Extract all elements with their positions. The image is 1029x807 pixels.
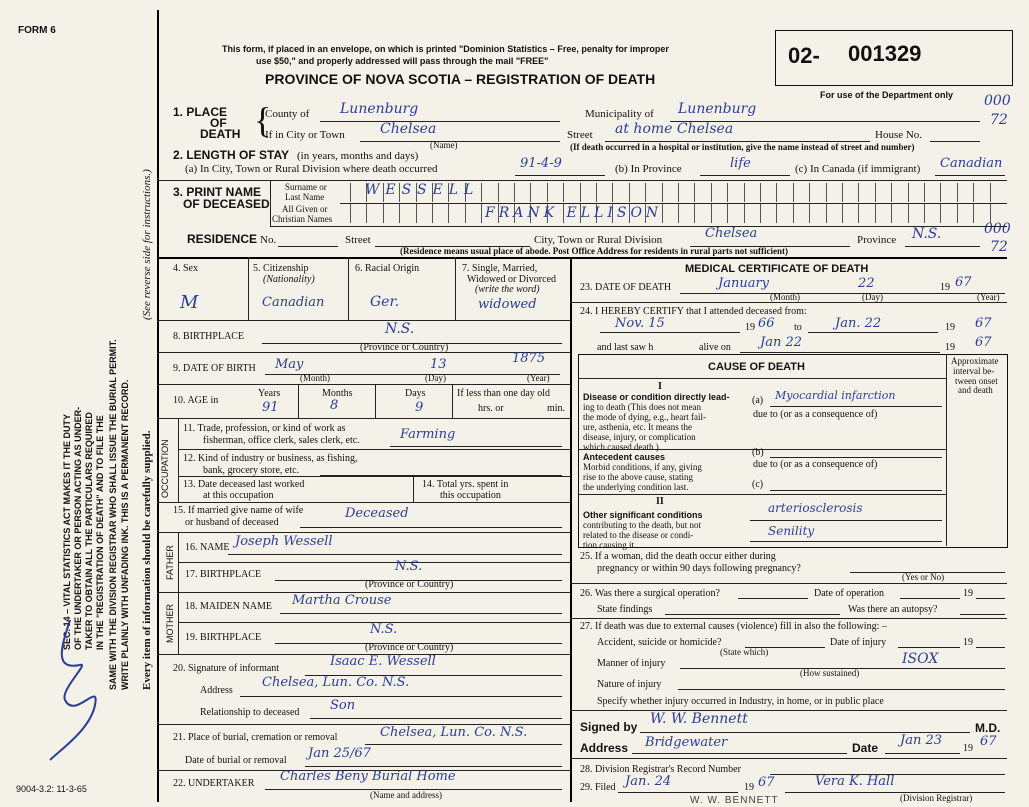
name-grid-cell: [744, 204, 761, 223]
name-grid-cell: [514, 183, 531, 202]
filed-value: Jan. 24: [625, 774, 672, 789]
given-value: FRANK ELLISON: [485, 205, 663, 221]
name-grid-cell: [776, 183, 793, 202]
registrar-record-label: 28. Division Registrar's Record Number: [580, 764, 741, 775]
undertaker-value: Charles Beny Burial Home: [280, 769, 456, 784]
undertaker-caption: (Name and address): [370, 790, 442, 800]
name-grid-cell: [596, 183, 613, 202]
date-of-death-label: 23. DATE OF DEATH: [580, 282, 672, 293]
given-label: Christian Names: [272, 214, 333, 224]
other-conditions-label: tion causing it.: [583, 540, 637, 550]
informant-address-label: Address: [200, 685, 233, 696]
mail-notice-1: This form, if placed in an envelope, on which is printed "Dominion Statistics – Free, penalty for improper: [222, 44, 669, 54]
name-grid-cell: [744, 183, 761, 202]
name-grid-cell: [793, 183, 810, 202]
name-grid-cell: [891, 183, 908, 202]
residence-note: (Residence means usual place of abode. Post Office Address for residents in rural parts not sufficient): [400, 246, 788, 256]
father-name-value: Joseph Wessell: [235, 534, 333, 549]
burial-place-value: Chelsea, Lun. Co. N.S.: [380, 725, 528, 740]
q13-label: at this occupation: [203, 490, 274, 501]
name-grid-cell: [858, 183, 875, 202]
city-label: If in City or Town: [265, 129, 345, 141]
name-grid-cell: [432, 204, 449, 223]
racial-origin-value: Ger.: [370, 294, 400, 310]
name-grid-cell: [530, 183, 547, 202]
q25-label: 25. If a woman, did the death occur either during: [580, 551, 776, 562]
stay-city-value: 91-4-9: [520, 156, 562, 171]
name-grid-cell: [711, 183, 728, 202]
place-label: OF: [210, 116, 227, 130]
name-grid-cell: [924, 183, 941, 202]
relationship-value: Son: [330, 698, 356, 713]
days-label: Days: [405, 388, 426, 399]
citizenship-value: Canadian: [262, 295, 325, 310]
name-grid-cell: [760, 204, 777, 223]
date-19: 19: [963, 743, 973, 754]
year-caption: (Year): [977, 292, 1000, 302]
dob-month: May: [275, 357, 304, 372]
house-label: House No.: [875, 129, 923, 141]
mother-maiden-label: 18. MAIDEN NAME: [185, 601, 272, 612]
mail-notice-2: use $50," and properly addressed will pass through the mail "FREE": [256, 56, 549, 66]
state-findings-label: State findings: [597, 604, 653, 615]
sex-label: 4. Sex: [173, 263, 198, 274]
q13-label: 13. Date deceased last worked: [183, 479, 305, 490]
residence-city-value: Chelsea: [705, 226, 758, 241]
q25-label: pregnancy or within 90 days following pregnancy?: [597, 563, 801, 574]
stay-canada-label: (c) In Canada (if immigrant): [795, 163, 921, 175]
operation-19: 19: [963, 588, 973, 599]
address-label: Address: [580, 741, 629, 755]
province-country-caption: (Province or Country): [365, 579, 454, 590]
residence-province-label: Province: [857, 234, 897, 246]
certify-label: 24. I HEREBY CERTIFY that I attended deceased from:: [580, 306, 807, 317]
name-grid-cell: [694, 204, 711, 223]
part-two-label: II: [656, 496, 664, 507]
name-grid-cell: [399, 204, 416, 223]
date-label: Date: [852, 741, 879, 755]
other-condition-value: arteriosclerosis: [768, 501, 863, 515]
cause-b-label: (b): [752, 447, 764, 458]
to-label: to: [794, 322, 802, 333]
autopsy-label: Was there an autopsy?: [848, 604, 938, 615]
city-value: Chelsea: [380, 121, 437, 137]
filed-label: 29. Filed: [580, 782, 616, 793]
side-instruction-5: SAME WITH THE DIVISION REGISTRAR WHO SHALL ISSUE THE BURIAL PERMIT.: [108, 339, 118, 690]
divider: [157, 180, 1007, 181]
undertaker-label: 22. UNDERTAKER: [173, 778, 255, 789]
medical-heading: MEDICAL CERTIFICATE OF DEATH: [685, 263, 869, 275]
marital-label: 7. Single, Married,: [462, 263, 538, 274]
month-caption: (Month): [300, 373, 330, 383]
name-grid-cell: [678, 183, 695, 202]
name-grid-cell: [416, 204, 433, 223]
death-year: 67: [955, 275, 972, 290]
name-grid-cell: [645, 183, 662, 202]
part-one-label: I: [658, 381, 662, 392]
alive-on-value: Jan 22: [760, 335, 803, 350]
birthplace-label: 8. BIRTHPLACE: [173, 331, 245, 342]
column-divider: [570, 257, 572, 802]
name-grid-cell: [662, 204, 679, 223]
date-year: 67: [980, 734, 997, 749]
municipality-label: Municipality of: [585, 108, 654, 120]
residence-province-value: N.S.: [912, 226, 942, 242]
signed-by-label: Signed by: [580, 720, 638, 734]
name-grid-cell: [940, 204, 957, 223]
days-value: 9: [415, 400, 424, 415]
place-label: DEATH: [200, 127, 241, 141]
name-grid-cell: [711, 204, 728, 223]
attended-from-year: 66: [758, 316, 775, 331]
surname-value: WESSELL: [365, 182, 480, 198]
print-name-label: 3. PRINT NAME: [173, 185, 262, 199]
name-grid-cell: [727, 183, 744, 202]
burial-date-label: Date of burial or removal: [185, 755, 287, 766]
name-grid-cell: [908, 183, 925, 202]
name-grid-cell: [809, 204, 826, 223]
registration-prefix: 02-: [788, 43, 820, 68]
province-country-caption: (Province or Country): [365, 642, 454, 653]
name-grid-cell: [612, 183, 629, 202]
racial-origin-label: 6. Racial Origin: [355, 263, 420, 274]
name-grid-cell: [678, 204, 695, 223]
sex-value: M: [180, 292, 199, 313]
interval-label: tween onset: [955, 376, 998, 386]
marital-value: widowed: [478, 297, 537, 312]
due-to-label: due to (or as a consequence of): [753, 409, 878, 420]
day-caption: (Day): [425, 373, 446, 383]
injury-date-label: Date of injury: [830, 637, 887, 648]
burial-date-value: Jan 25/67: [308, 746, 371, 761]
death-month: January: [718, 276, 770, 291]
name-grid-cell: [727, 204, 744, 223]
q11-label: 11. Trade, profession, or kind of work as: [183, 423, 346, 434]
county-label: County of: [265, 108, 310, 120]
attended-from: Nov. 15: [615, 316, 665, 331]
address-value: Bridgewater: [645, 735, 728, 750]
department-code: 72: [990, 112, 1008, 128]
age-label: 10. AGE in: [173, 395, 219, 406]
side-instruction-1: SEC. 14 – VITAL STATISTICS ACT MAKES IT THE DUTY: [62, 413, 72, 650]
less-than-day-label: If less than one day old: [457, 388, 551, 399]
nature-label: Nature of injury: [597, 679, 662, 690]
direct-cause-label: the mode of dying, e.g., heart fail-: [583, 412, 706, 422]
form-title: PROVINCE OF NOVA SCOTIA – REGISTRATION OF DEATH: [265, 71, 656, 87]
signed-by-value: W. W. Bennett: [650, 711, 748, 727]
name-grid-cell: [891, 204, 908, 223]
citizenship-label: 5. Citizenship: [253, 263, 309, 274]
given-label: All Given or: [282, 204, 328, 214]
date-value: Jan 23: [900, 733, 943, 748]
name-grid-cell: [563, 183, 580, 202]
alive-19: 19: [945, 342, 955, 353]
dob-year: 1875: [512, 351, 546, 366]
q27-label: 27. If death was due to external causes (violence) fill in also the following: –: [580, 621, 887, 632]
operation-date-label: Date of operation: [814, 588, 884, 599]
form-label: FORM 6: [18, 25, 56, 36]
name-grid-cell: [940, 183, 957, 202]
how-sustained-caption: (How sustained): [800, 668, 860, 678]
municipality-value: Lunenburg: [678, 101, 757, 117]
birthplace-value: N.S.: [385, 321, 415, 337]
years-label: Years: [258, 388, 281, 399]
street-label: Street: [567, 129, 593, 141]
direct-cause-label: Disease or condition directly lead-: [583, 392, 730, 402]
name-grid-cell: [990, 183, 1007, 202]
cause-heading: CAUSE OF DEATH: [708, 361, 805, 373]
name-grid-cell: [842, 204, 859, 223]
months-value: 8: [330, 398, 339, 413]
q14-label: 14. Total yrs. spent in: [422, 479, 509, 490]
registrar-signature: Vera K. Hall: [815, 774, 895, 789]
q15-value: Deceased: [345, 506, 409, 521]
surname-label: Last Name: [285, 192, 325, 202]
father-birthplace-label: 17. BIRTHPLACE: [185, 569, 262, 580]
q11-value: Farming: [400, 427, 456, 442]
name-grid-cell: [957, 204, 974, 223]
physician-stamp: W. W. BENNETT: [690, 795, 779, 806]
hospital-note: (If death occurred in a hospital or institution, give the name instead of street and number): [570, 142, 915, 152]
q11-label: fisherman, office clerk, sales clerk, etc.: [203, 435, 360, 446]
attended-to: Jan. 22: [835, 316, 882, 331]
side-instruction-6: WRITE PLAINLY WITH UNFADING INK. THIS IS A PERMANENT RECORD.: [120, 379, 130, 690]
informant-value: Isaac E. Wessell: [330, 654, 436, 669]
antecedent-label: rise to the above cause, stating: [583, 472, 693, 482]
relationship-label: Relationship to deceased: [200, 707, 300, 718]
department-code: 000: [984, 93, 1011, 109]
dob-label: 9. DATE OF BIRTH: [173, 363, 256, 374]
father-name-label: 16. NAME: [185, 542, 230, 553]
q12-label: bank, grocery store, etc.: [203, 465, 300, 476]
province-country-caption: (Province or Country): [360, 342, 449, 353]
name-caption: (Name): [430, 140, 458, 150]
cause-a-value: Myocardial infarction: [775, 389, 896, 402]
other-conditions-label: contributing to the death, but not: [583, 520, 701, 530]
name-grid-cell: [875, 183, 892, 202]
due-to-label: due to (or as a consequence of): [753, 459, 878, 470]
name-grid-cell: [366, 204, 383, 223]
months-label: Months: [322, 388, 353, 399]
marital-label: (write the word): [475, 284, 540, 295]
q15-label: or husband of deceased: [185, 517, 279, 528]
year-caption: (Year): [527, 373, 550, 383]
injury-19: 19: [963, 637, 973, 648]
q26-label: 26. Was there a surgical operation?: [580, 588, 720, 599]
specify-label: Specify whether injury occurred in Industry, in home, or in public place: [597, 696, 884, 707]
surname-label: Surname or: [285, 182, 327, 192]
minutes-label: min.: [547, 403, 566, 414]
cause-c-label: (c): [752, 479, 764, 490]
father-side-label: FATHER: [165, 545, 175, 580]
state-which-caption: (State which): [720, 647, 769, 657]
name-grid-cell: [465, 204, 482, 223]
q14-label: this occupation: [440, 490, 501, 501]
street-value: at home Chelsea: [615, 121, 734, 137]
manner-label: Manner of injury: [597, 658, 666, 669]
interval-label: Approximate: [951, 356, 999, 366]
mother-birthplace-label: 19. BIRTHPLACE: [185, 632, 262, 643]
name-grid-cell: [694, 183, 711, 202]
place-label: 1. PLACE: [173, 105, 228, 119]
name-grid-cell: [908, 204, 925, 223]
stay-canada-value: Canadian: [940, 156, 1003, 171]
month-caption: (Month): [770, 292, 800, 302]
hours-label: hrs. or: [478, 403, 504, 414]
side-instruction-4: IN THE "REGISTRATION OF DEATH" AND TO FILE THE: [95, 415, 105, 650]
name-grid-cell: [858, 204, 875, 223]
department-code: 72: [990, 239, 1008, 255]
side-instruction-3: TAKER TO OBTAIN ALL THE PARTICULARS REQUIRED: [84, 412, 94, 650]
other-conditions-label: Other significant conditions: [583, 510, 703, 520]
residence-city-label: City, Town or Rural Division: [534, 234, 663, 246]
name-grid-cell: [826, 183, 843, 202]
name-grid-cell: [350, 204, 367, 223]
direct-cause-label: ing to death (This does not mean: [583, 402, 701, 412]
father-birthplace-value: N.S.: [395, 559, 423, 574]
name-grid-cell: [776, 204, 793, 223]
alive-on-label: alive on: [699, 342, 731, 353]
yes-no-caption: (Yes or No): [902, 572, 945, 582]
last-saw-label: and last saw h: [597, 342, 654, 353]
informant-label: 20. Signature of informant: [173, 663, 280, 674]
name-grid-cell: [547, 183, 564, 202]
name-grid-cell: [383, 204, 400, 223]
antecedent-label: Antecedent causes: [583, 452, 666, 462]
years-value: 91: [262, 400, 279, 415]
registration-number-box: [775, 30, 1013, 86]
marital-label: Widowed or Divorced: [467, 274, 557, 285]
informant-address-value: Chelsea, Lun. Co. N.S.: [262, 675, 410, 690]
name-grid-cell: [842, 183, 859, 202]
divider: [157, 257, 1007, 259]
attended-to-year: 67: [975, 316, 992, 331]
md-label: M.D.: [975, 721, 1001, 735]
side-instruction-7: (See reverse side for instructions.): [141, 169, 153, 320]
name-grid-cell: [957, 183, 974, 202]
name-grid-cell: [448, 204, 465, 223]
attended-19: 19: [945, 322, 955, 333]
interval-label: interval be-: [953, 366, 995, 376]
length-of-stay-label: 2. LENGTH OF STAY: [173, 148, 290, 162]
length-of-stay-note: (in years, months and days): [297, 150, 419, 162]
other-condition-value: Senility: [768, 524, 815, 538]
name-grid-cell: [662, 183, 679, 202]
registration-number: 001329: [848, 41, 922, 66]
print-name-label: OF DECEASED: [183, 197, 270, 211]
name-grid-cell: [826, 204, 843, 223]
name-grid-cell: [481, 183, 498, 202]
name-grid-cell: [924, 204, 941, 223]
antecedent-label: Morbid conditions, if any, giving: [583, 462, 702, 472]
filed-19: 19: [744, 782, 754, 793]
name-grid-cell: [580, 183, 597, 202]
dob-day: 13: [430, 357, 447, 372]
residence-label: RESIDENCE: [187, 232, 258, 246]
death-day: 22: [858, 276, 875, 291]
name-grid-cell: [973, 204, 990, 223]
department-use-label: For use of the Department only: [820, 90, 954, 100]
residence-no-label: No.: [260, 234, 277, 246]
division-registrar-caption: (Division Registrar): [900, 793, 973, 803]
name-grid-cell: [498, 183, 515, 202]
alive-year: 67: [975, 335, 992, 350]
cause-a-label: (a): [752, 395, 764, 406]
name-grid-cell: [760, 183, 777, 202]
name-grid-cell: [875, 204, 892, 223]
occupation-side-label: OCCUPATION: [160, 439, 170, 498]
mother-maiden-value: Martha Crouse: [292, 593, 392, 608]
interval-label: and death: [958, 385, 993, 395]
accident-label: Accident, suicide or homicide?: [597, 637, 722, 648]
form-code: 9004-3.2: 11-3-65: [16, 784, 87, 794]
name-grid-cell: [793, 204, 810, 223]
direct-cause-label: disease, injury, or complication: [583, 432, 696, 442]
q15-label: 15. If married give name of wife: [173, 505, 304, 516]
antecedent-label: the underlying condition last.: [583, 482, 689, 492]
stay-province-value: life: [730, 156, 751, 171]
attended-19: 19: [745, 322, 755, 333]
name-grid-cell: [973, 183, 990, 202]
side-instruction-8: Every item of information should be carefully supplied.: [141, 430, 153, 690]
death-year-prefix: 19: [940, 282, 950, 293]
county-value: Lunenburg: [340, 101, 419, 117]
stay-province-label: (b) In Province: [615, 163, 682, 175]
name-grid-cell: [629, 183, 646, 202]
q12-label: 12. Kind of industry or business, as fishing,: [183, 453, 358, 464]
department-code: 000: [984, 221, 1011, 237]
direct-cause-label: ure, asthenia, etc. It means the: [583, 422, 692, 432]
name-grid-cell: [990, 204, 1007, 223]
filed-year: 67: [758, 775, 775, 790]
left-margin-line: [157, 10, 159, 802]
direct-cause-label: which caused death.): [583, 442, 659, 452]
day-caption: (Day): [862, 292, 883, 302]
name-grid-cell: [809, 183, 826, 202]
margin-signature-icon: [40, 610, 120, 770]
other-conditions-label: related to the disease or condi-: [583, 530, 694, 540]
side-instruction-2: OF THE UNDERTAKER OR PERSON ACTING AS UNDER-: [73, 406, 83, 650]
burial-place-label: 21. Place of burial, cremation or removal: [173, 732, 338, 743]
mother-birthplace-value: N.S.: [370, 622, 398, 637]
residence-street-label: Street: [345, 234, 371, 246]
brace: {: [254, 100, 272, 140]
mother-side-label: MOTHER: [165, 604, 175, 643]
stay-city-label: (a) In City, Town or Rural Division where death occurred: [185, 163, 438, 175]
manner-value: ISOX: [902, 651, 939, 667]
citizenship-label: (Nationality): [263, 274, 315, 285]
